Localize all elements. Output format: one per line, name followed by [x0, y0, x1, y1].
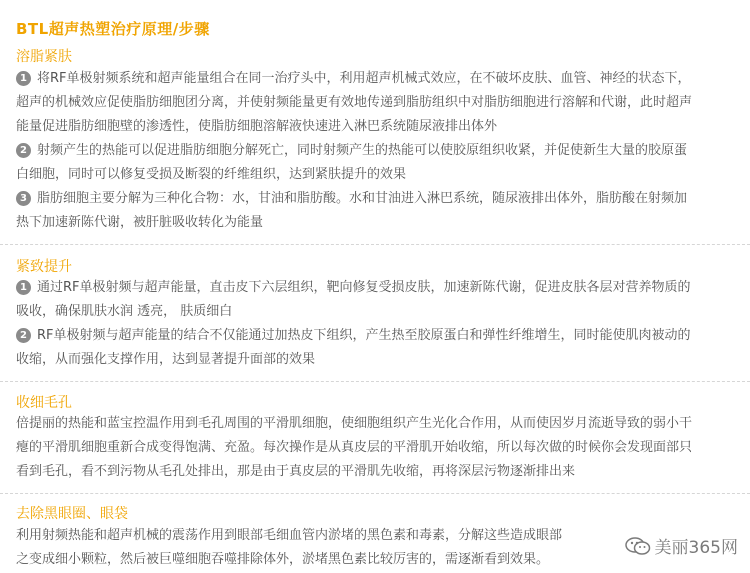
- paragraph-line: 超声的机械效应促使脂肪细胞团分离，并使射频能量更有效地传递到脂肪组织中对脂肪细胞进行溶解和代谢，此时超声: [16, 95, 693, 110]
- step-number-badge: 2: [16, 328, 31, 343]
- step-number-badge: 3: [16, 191, 31, 206]
- paragraph-line: 热下加速新陈代谢，被肝脏吸收转化为能量: [16, 215, 264, 230]
- paragraph-line: 瘪的平滑肌细胞重新合成变得饱满、充盈。每次操作是从真皮层的平滑肌开始收缩，所以每次做的时候你会发现面部只: [16, 440, 693, 455]
- paragraph-line: 3 脂肪细胞主要分解为三种化合物：水，甘油和脂肪酸。水和甘油进入淋巴系统，随尿液排出体外，脂肪酸在射频加: [16, 189, 742, 209]
- step-number-badge: 1: [16, 71, 31, 86]
- section-heading-dark-circles: 去除黑眼圈、眼袋: [16, 506, 128, 522]
- paragraph-line: 白细胞，同时可以修复受损及断裂的纤维组织，达到紧肤提升的效果: [16, 167, 407, 182]
- paragraph-line: 1 将RF单极射频系统和超声能量组合在同一治疗头中，利用超声机械式效应，在不破坏皮肤、血管、神经的状态下，: [16, 69, 742, 89]
- paragraph-line: 看到毛孔，看不到污物从毛孔处排出，那是由于真皮层的平滑肌先收缩，再将深层污物逐渐排出来: [16, 464, 576, 479]
- paragraph-line: 2 RF单极射频与超声能量的结合不仅能通过加热皮下组织，产生热至胶原蛋白和弹性纤维增生，同时能使肌肉被动的: [16, 326, 742, 346]
- step-number-badge: 1: [16, 280, 31, 295]
- section-divider: [0, 493, 750, 494]
- paragraph-line: 收缩，从而强化支撑作用，达到显著提升面部的效果: [16, 352, 316, 367]
- paragraph-line: 1 通过RF单极射频与超声能量，直击皮下六层组织，靶向修复受损皮肤，加速新陈代谢，促进皮肤各层对营养物质的: [16, 278, 742, 298]
- section-divider: [0, 381, 750, 382]
- wechat-icon: [625, 536, 651, 556]
- page-title: BTL超声热塑治疗原理/步骤: [16, 20, 210, 38]
- section-heading-pore-refine: 收细毛孔: [16, 395, 72, 411]
- paragraph-line: 利用射频热能和超声机械的震荡作用到眼部毛细血管内淤堵的黑色素和毒素，分解这些造成眼部: [16, 528, 563, 543]
- paragraph-line: 2 射频产生的热能可以促进脂肪细胞分解死亡，同时射频产生的热能可以使胶原组织收紧，并促使新生大量的胶原蛋: [16, 141, 742, 161]
- paragraph-line: 倍提丽的热能和蓝宝控温作用到毛孔周围的平滑肌细胞，使细胞组织产生光化合作用，从而使因岁月流逝导致的弱小干: [16, 416, 693, 431]
- section-heading-firming-lift: 紧致提升: [16, 259, 72, 275]
- step-number-badge: 2: [16, 143, 31, 158]
- paragraph-line: 能量促进脂肪细胞壁的渗透性，使脂肪细胞溶解液快速进入淋巴系统随尿液排出体外: [16, 119, 498, 134]
- watermark: [625, 533, 738, 558]
- section-divider: [0, 244, 750, 245]
- section-heading-fat-dissolve: 溶脂紧肤: [16, 49, 72, 65]
- paragraph-line: 之变成细小颗粒，然后被巨噬细胞吞噬排除体外，淤堵黑色素比较厉害的，需逐渐看到效果。: [16, 552, 550, 567]
- paragraph-line: 吸收，确保肌肤水润 透亮， 肤质细白: [16, 304, 233, 319]
- watermark-text: 美丽365网: [654, 538, 738, 558]
